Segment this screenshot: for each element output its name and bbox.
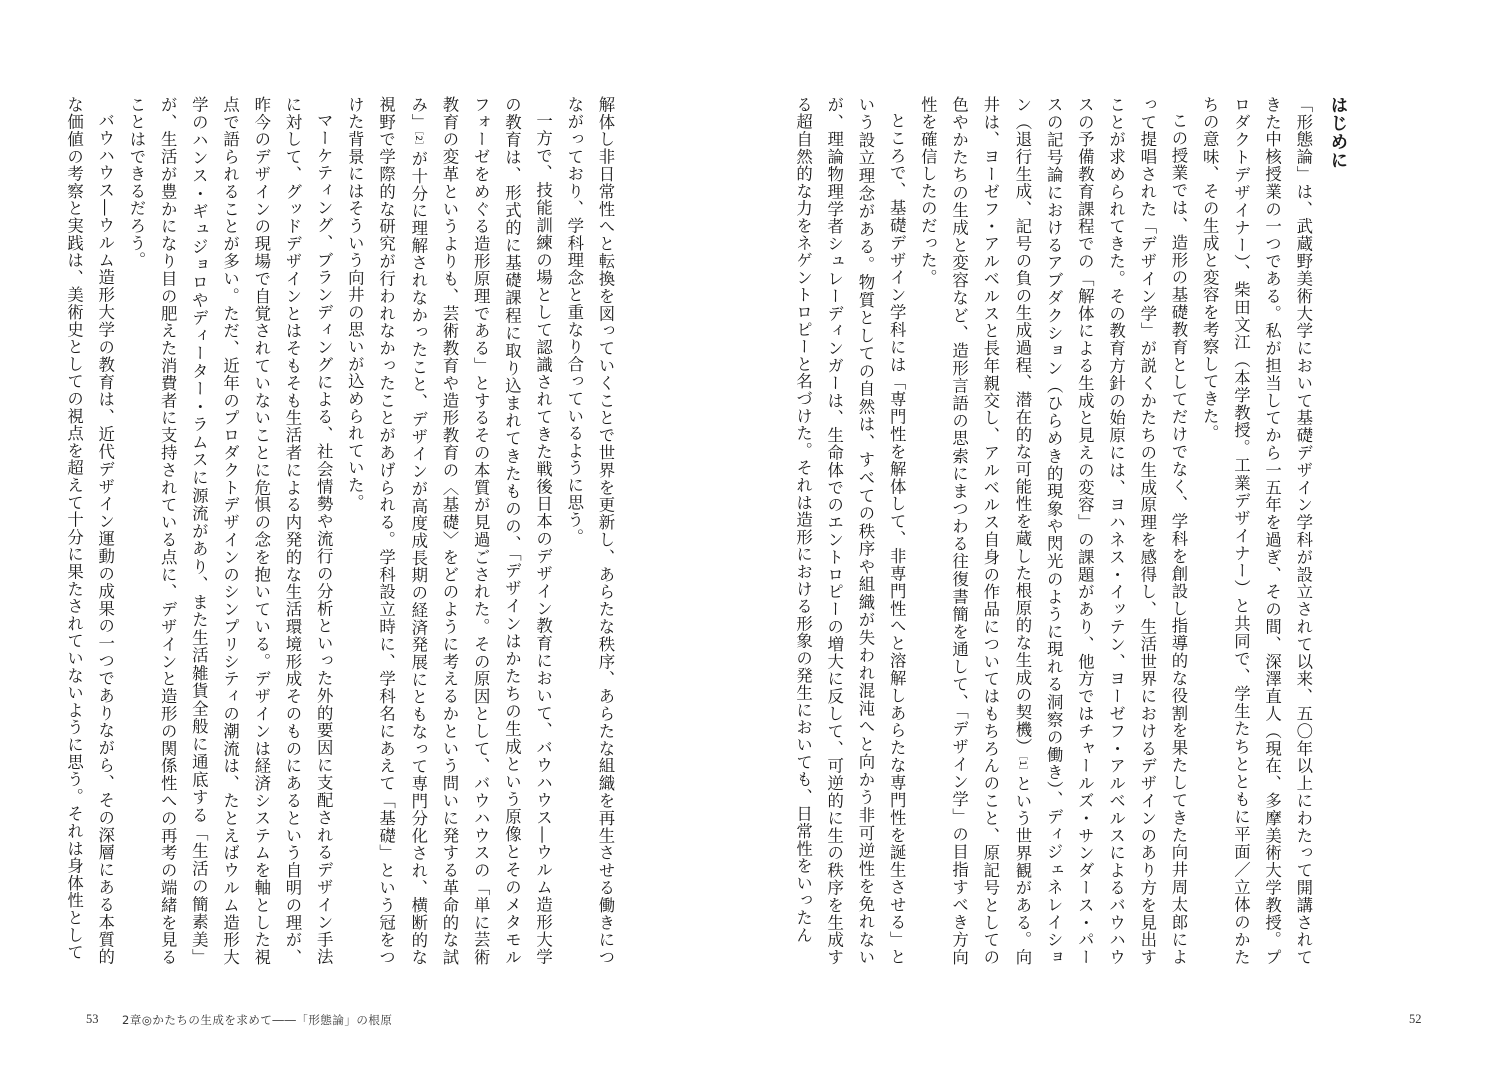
- body-paragraph: 一方で、技能訓練の場として認識されてきた戦後日本のデザイン教育において、バウハウス―ウルム造形大学の教育は、形式的に基礎課程に取り込まれてきたものの、「デザインはかたちの生成という原像とそのメタモルフォーゼをめぐる造形原理である」とするその本質が見過ごされた。その原因として、バウハウスの「単に芸術教育の変革というよりも、芸術教育や造形教育の〈基礎〉をどのように考えるかという問いに発する革命的な試み」［2］が十分に理解されなかったこと、デザインが高度成長期の経済発展にともなって専門分化され、横断的な視野で学際的な研究が行われなかったことがあげられる。学科設立時に、学科名にあえて「基礎」という冠をつけた背景にはそういう向井の思いが込められていた。: [345, 96, 553, 966]
- continuation-paragraph: 解体し非日常性へと転換を図っていくことで世界を更新し、あらたな秩序、あらたな組織を再生させる働きにつながっており、学科理念と重なり合っているように思う。: [564, 96, 615, 966]
- left-page-body: [64, 96, 621, 966]
- section-heading: はじめに: [1327, 96, 1347, 170]
- page-number: 52: [1409, 1012, 1422, 1026]
- body-paragraph: 「形態論」は、武蔵野美術大学において基礎デザイン学科が設立されて以来、五〇年以上にわたって開講されてきた中核授業の一つである。私が担当してから一五年を過ぎ、その間、深澤直人（現在、多摩美術大学教授。プロダクトデザイナー）、柴田文江（本学教授。工業デザイナー）と共同で、学生たちとともに平面／立体のかたちの意味、その生成と変容を考察してきた。: [1200, 96, 1313, 966]
- body-paragraph: ところで、基礎デザイン学科には「専門性を解体して、非専門性へと溶解しあらたな専門性を誕生させる」という設立理念がある。物質としての自然は、すべての秩序や組織が失われ混沌へと向かう非可逆性を免れないが、理論物理学者シュレーディンガーは、生命体でのエントロピーの増大に反して、可逆的に生の秩序を生成する超自然的な力をネゲントロピーと名づけた。それは造形における形象の発生においても、日常性をいったん: [793, 96, 907, 966]
- body-paragraph: この授業では、造形の基礎教育としてだけでなく、学科を創設し指導的な役割を果たしてきた向井周太郎によって提唱された「デザイン学」が説くかたちの生成原理を感得し、生活世界におけるデザインのあり方を見出すことが求められてきた。その教育方針の始原には、ヨハネス・イッテン、ヨーゼフ・アルベルスによるバウハウスの予備教育課程での「解体による生成と見えの変容」の課題があり、他方ではチャールズ・サンダース・パースの記号論におけるアブダクション（ひらめき的現象や閃光のように現れる洞察の働き）、ディジェネレイション（退行生成、記号の負の生成過程、潜在的な可能性を蔵した根原的な生成の契機）［1］という世界観がある。向井は、ヨーゼフ・アルベルスと長年親交し、アルベルス自身の作品についてはもちろんのこと、原記号としての色やかたちの生成と変容など、造形言語の思索にまつわる往復書簡を通して、「デザイン学」の目指すべき方向性を確信したのだった。: [918, 96, 1188, 966]
- body-paragraph: バウハウス―ウルム造形大学の教育は、近代デザイン運動の成果の一つでありながら、その深層にある本質的な価値の考察と実践は、美術史としての視点を超えて十分に果たされていないように思う。それは身体性として: [64, 96, 115, 966]
- page-52: [751, 0, 1502, 1066]
- page-number: 53: [86, 1012, 99, 1026]
- right-page-body: [793, 96, 1352, 966]
- running-head: 2章◎かたちの生成を求めて――「形態論」の根原: [122, 1013, 393, 1027]
- footnote-marker: ［1］: [1016, 755, 1027, 776]
- body-paragraph: マーケティング、ブランディングによる、社会情勢や流行の分析といった外的要因に支配されるデザイン手法に対して、グッドデザインとはそもそも生活者による内発的な生活環境形成そのものにあるという自明の理が、昨今のデザインの現場で自覚されていないことに危惧の念を抱いている。デザインは経済システムを軸とした視点で語られることが多い。ただ、近年のプロダクトデザインのシンプリシティの潮流は、たとえばウルム造形大学のハンス・ギュジョロやディーター・ラムスに源流があり、また生活雑貨全般に通底する「生活の簡素美」が、生活が豊かになり目の肥えた消費者に支持されている点に、デザインと造形の関係性への再考の端緒を見ることはできるだろう。: [126, 96, 334, 966]
- footnote-marker: ［2］: [412, 130, 423, 151]
